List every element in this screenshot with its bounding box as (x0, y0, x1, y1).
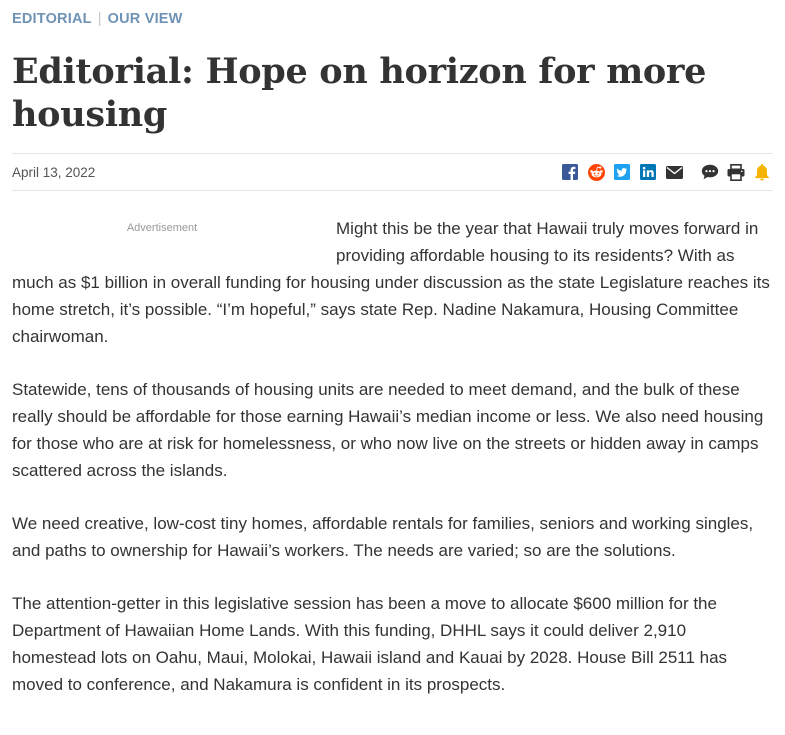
section-link-our-view[interactable]: OUR VIEW (107, 11, 183, 27)
section-kicker (12, 10, 773, 28)
article-paragraph: Statewide, tens of thousands of housing units are needed to meet demand, and the bulk of these really should be affordable for those earning Hawaii’s median income or less. We also need housing for those who are at risk for homelessness, or who now live on the streets or hidden away in camps scattered across the islands. (12, 380, 764, 480)
article-paragraph: Might this be the year that Hawaii truly moves forward in providing affordable housing to its residents? With as much as $1 billion in overall funding for housing under discussion as the state Legislature reaches its home stretch, it’s possible. “I’m hopeful,” says state Rep. Nadine Nakamura, Housing Committee chairwoman. (12, 219, 770, 346)
kicker-divider: | (97, 11, 102, 27)
article (12, 0, 773, 694)
facebook-icon[interactable] (561, 163, 579, 181)
twitter-icon[interactable] (613, 163, 631, 181)
article-paragraph: We need creative, low-cost tiny homes, affordable rentals for families, seniors and working singles, and paths to ownership for Hawaii’s workers. The needs are varied; so are the solutions. (12, 514, 754, 560)
share-toolbar (553, 163, 771, 181)
linkedin-icon[interactable] (639, 163, 657, 181)
article-meta-bar (12, 153, 773, 191)
advertisement-label: Advertisement (126, 222, 198, 234)
advertisement-slot (12, 215, 312, 269)
comments-icon[interactable] (701, 163, 719, 181)
notification-bell-icon[interactable] (753, 163, 771, 181)
publish-date: April 13, 2022 (12, 164, 96, 180)
email-icon[interactable] (665, 163, 683, 181)
article-paragraph: The attention-getter in this legislative session has been a move to allocate $600 million for the Department of Hawaiian Home Lands. With this funding, DHHL says it could deliver 2,910 homestead lots on Oahu, Maui, Molokai, Hawaii island and Kauai by 2028. House Bill 2511 has moved to conference, and Nakamura is confident in its prospects. (12, 594, 728, 694)
print-icon[interactable] (727, 163, 745, 181)
article-headline: Editorial: Hope on horizon for more housing (12, 51, 707, 135)
article-body (12, 215, 773, 724)
reddit-icon[interactable] (587, 163, 605, 181)
section-link-editorial[interactable]: EDITORIAL (12, 11, 92, 27)
